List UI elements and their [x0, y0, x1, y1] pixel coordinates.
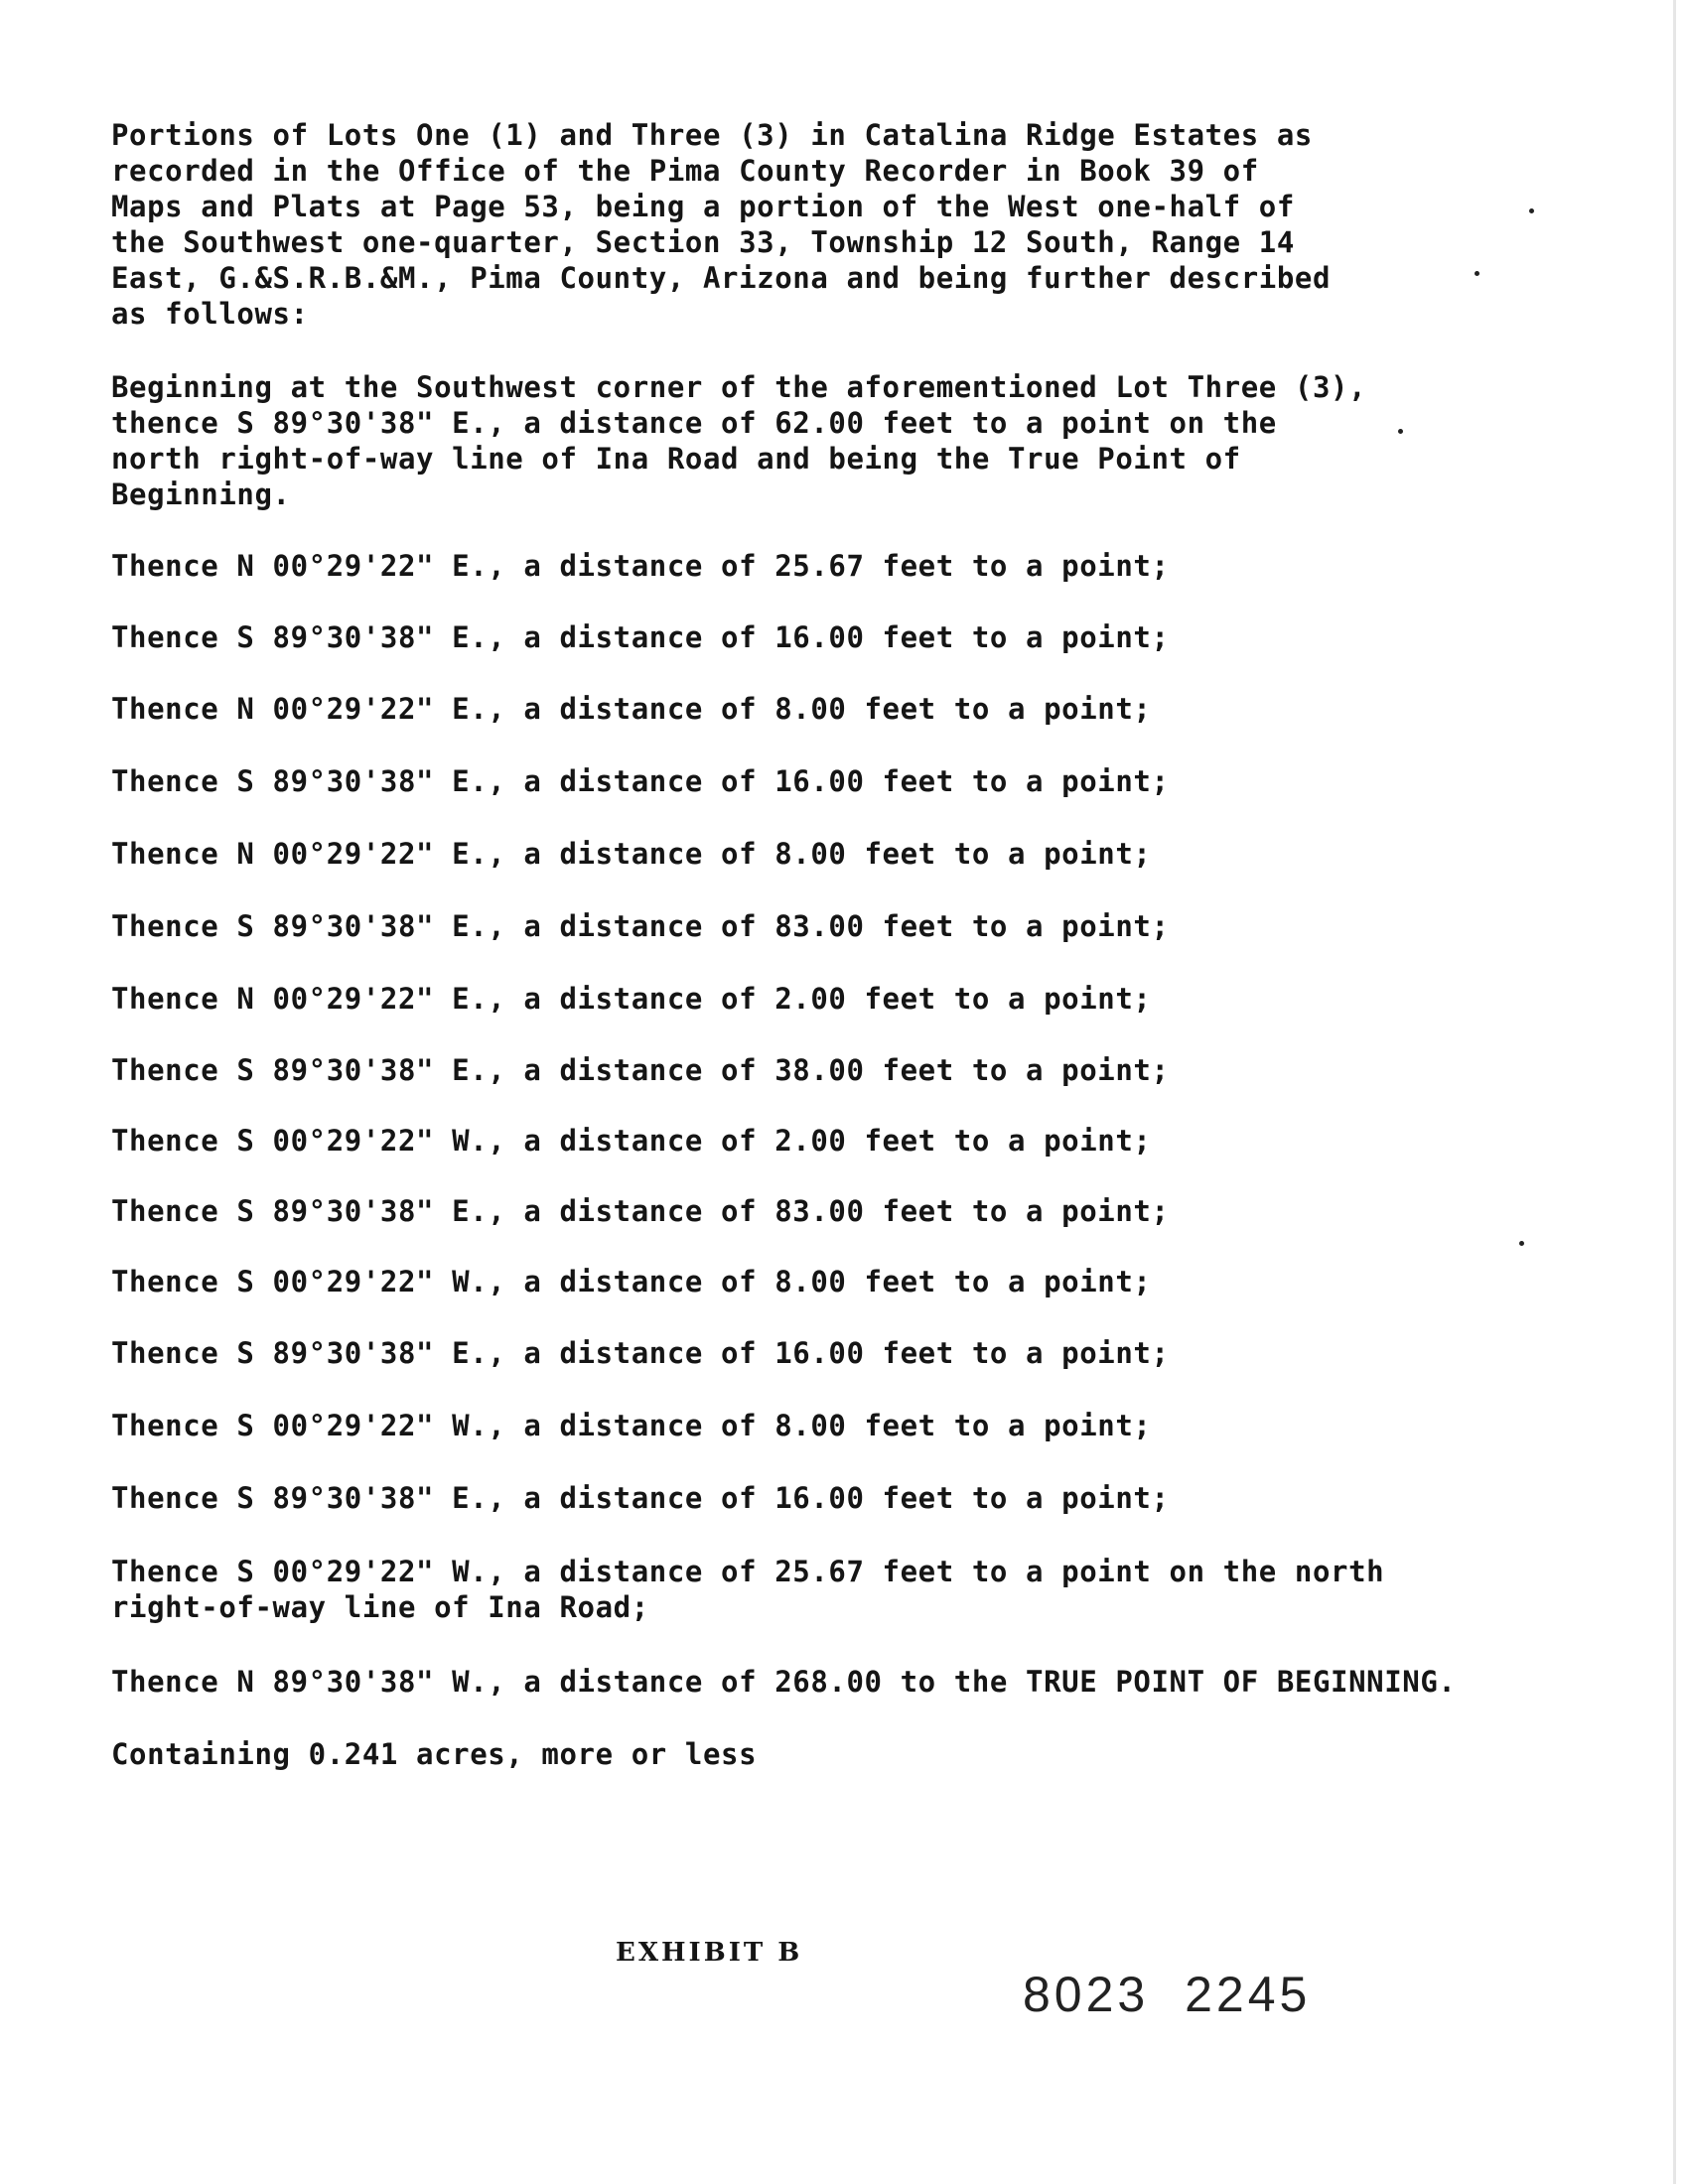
course-line-5: Thence N 00°29'22" E., a distance of 8.00 feet to a point;: [111, 837, 1152, 871]
course-line-2: Thence S 89°30'38" E., a distance of 16.00 feet to a point;: [111, 620, 1170, 654]
scan-speck: [1475, 271, 1479, 276]
course-line-9: Thence S 00°29'22" W., a distance of 2.00 feet to a point;: [111, 1124, 1152, 1158]
containing-acreage: Containing 0.241 acres, more or less: [111, 1737, 758, 1771]
course-line-14: Thence S 89°30'38" E., a distance of 16.00 feet to a point;: [111, 1481, 1170, 1515]
scan-edge: [1673, 0, 1676, 2184]
course-line-13: Thence S 00°29'22" W., a distance of 8.00 feet to a point;: [111, 1409, 1152, 1442]
course-line-11: Thence S 00°29'22" W., a distance of 8.00 feet to a point;: [111, 1265, 1152, 1298]
course-line-1: Thence N 00°29'22" E., a distance of 25.67 feet to a point;: [111, 549, 1170, 583]
beginning-paragraph: Beginning at the Southwest corner of the aforementioned Lot Three (3), thence S 89°30'38" E., a distance of 62.00 feet to a point on the north right-of-way line of Ina Road and being the True Point of Beginning.: [111, 370, 1367, 511]
course-line-8: Thence S 89°30'38" E., a distance of 38.00 feet to a point;: [111, 1053, 1170, 1087]
recording-number: 8023 2245: [1023, 1967, 1312, 2022]
course-line-15: Thence S 00°29'22" W., a distance of 25.67 feet to a point on the north right-of-way line of Ina Road;: [111, 1555, 1385, 1624]
course-line-12: Thence S 89°30'38" E., a distance of 16.00 feet to a point;: [111, 1336, 1170, 1370]
scan-speck: [1398, 429, 1403, 434]
course-line-7: Thence N 00°29'22" E., a distance of 2.00 feet to a point;: [111, 982, 1152, 1016]
exhibit-label: EXHIBIT B: [616, 1938, 803, 1968]
course-line-10: Thence S 89°30'38" E., a distance of 83.00 feet to a point;: [111, 1194, 1170, 1228]
legal-description-paragraph: Portions of Lots One (1) and Three (3) in Catalina Ridge Estates as recorded in the Office of the Pima County Recorder in Book 39 of Maps and Plats at Page 53, being a portion of the West one-half of the Southwest one-quarter, Section 33, Township 12 South, Range 14 East, G.&S.R.B.&M., Pima County, Arizona and being further described as follows:: [111, 118, 1332, 331]
course-line-4: Thence S 89°30'38" E., a distance of 16.00 feet to a point;: [111, 764, 1170, 798]
course-line-16: Thence N 89°30'38" W., a distance of 268.00 to the TRUE POINT OF BEGINNING.: [111, 1665, 1457, 1699]
scan-speck: [1519, 1241, 1524, 1246]
scan-speck: [1529, 208, 1534, 213]
course-line-6: Thence S 89°30'38" E., a distance of 83.00 feet to a point;: [111, 909, 1170, 943]
course-line-3: Thence N 00°29'22" E., a distance of 8.00 feet to a point;: [111, 692, 1152, 726]
